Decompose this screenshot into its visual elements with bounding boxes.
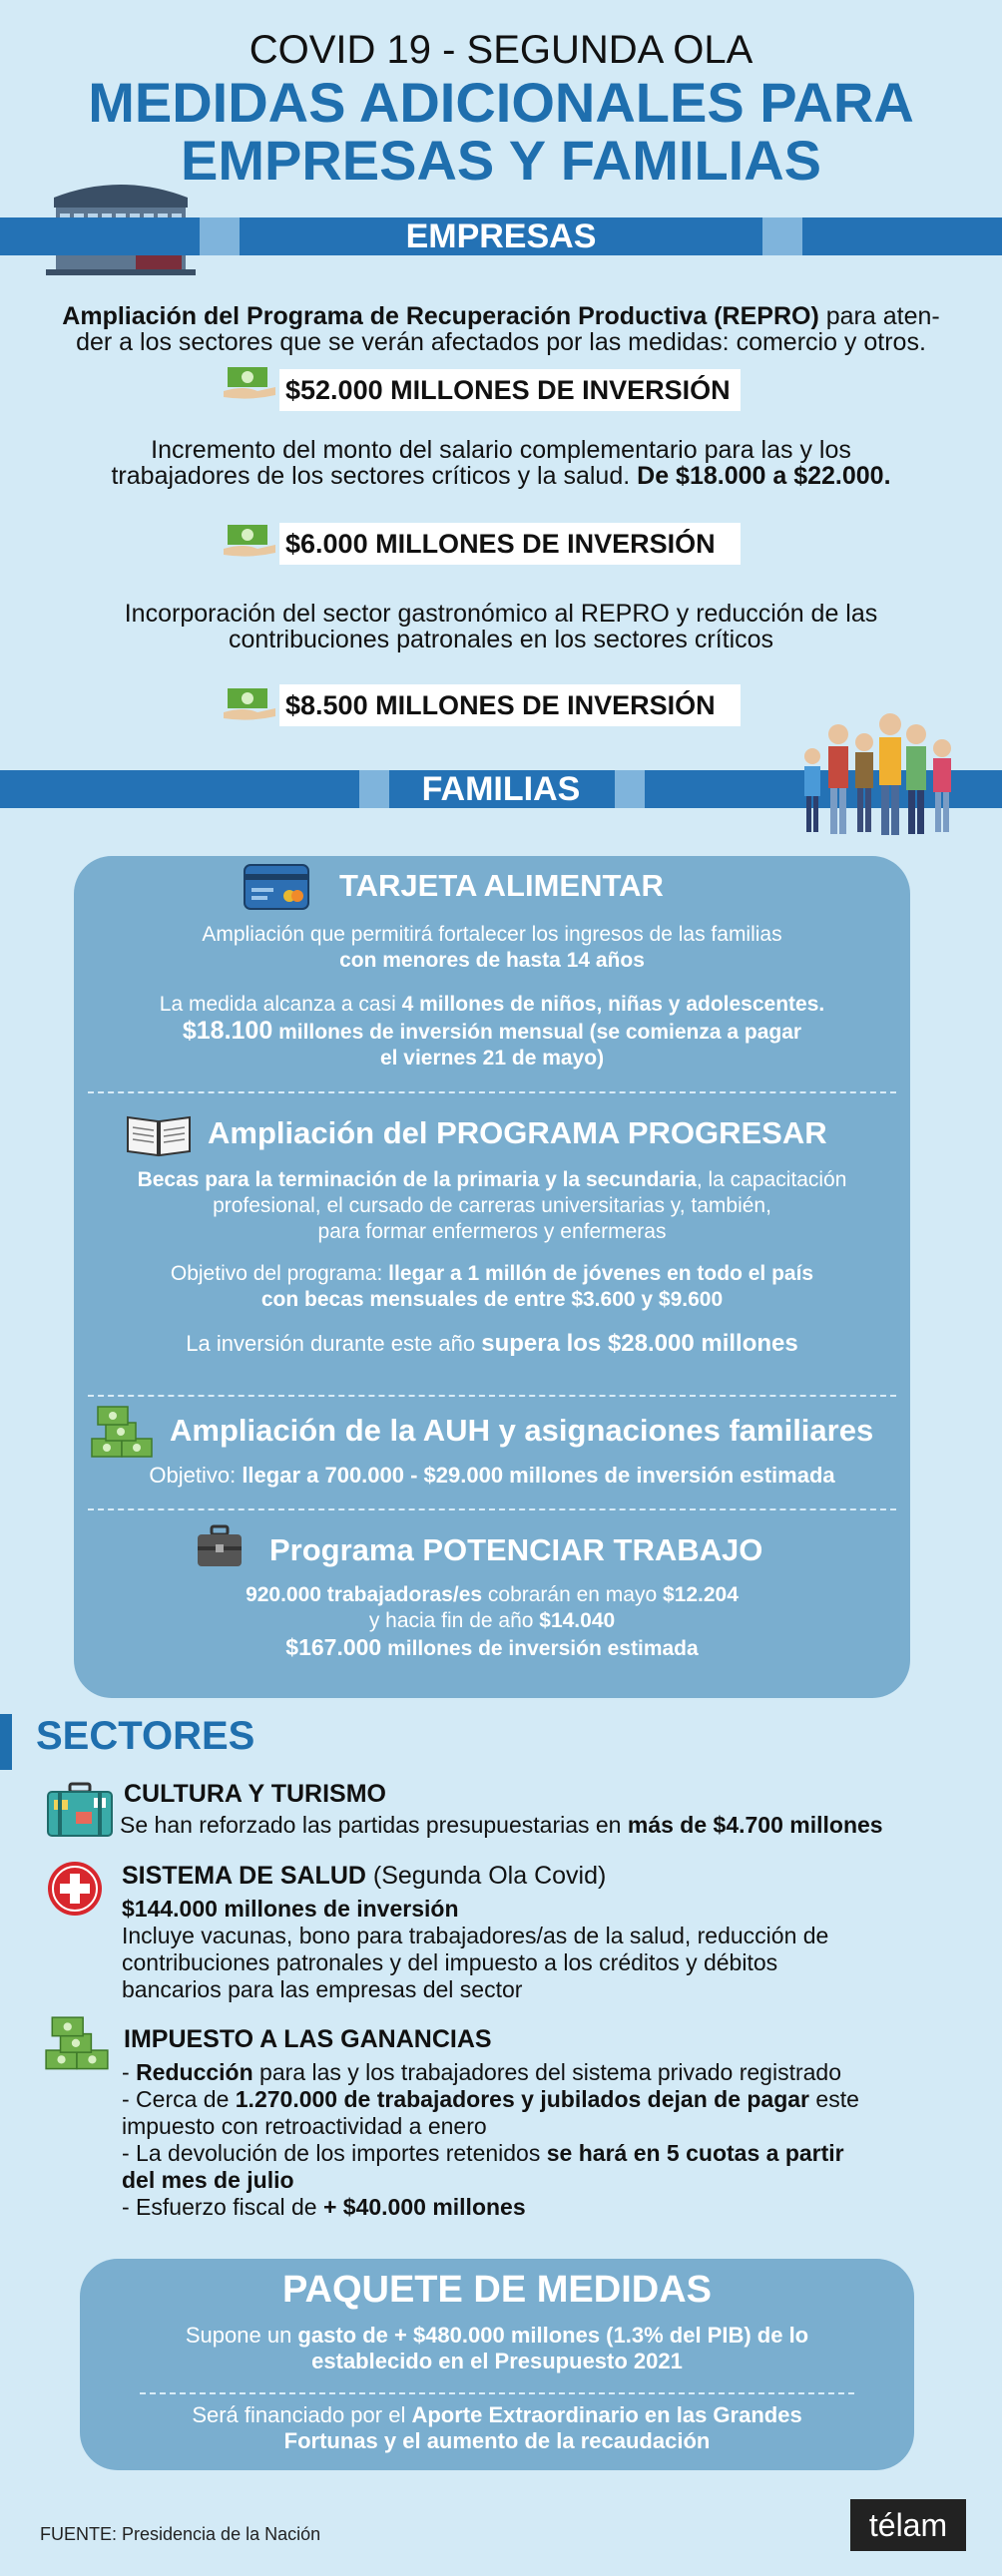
header-subtitle-line1: MEDIDAS ADICIONALES PARA (88, 71, 914, 134)
money-hand-icon (224, 365, 275, 399)
salud-title: SISTEMA DE SALUD (Segunda Ola Covid) (122, 1862, 607, 1890)
empresas-item-salario: Incremento del monto del salario complementario para las y los trabajadores de los sectores críticos y la salud. De $18.000 a $22.000. (111, 436, 891, 490)
empresas-band-label: EMPRESAS (405, 217, 597, 255)
progresar-title: Ampliación del PROGRAMA PROGRESAR (208, 1115, 827, 1150)
family-icon (798, 704, 968, 838)
ganancias-text: - Reducción para las y los trabajadores del sistema privado registrado - Cerca de 1.270.000 de trabajadores y jubilados dejan de pagar este impuesto con retroactividad a enero - La devolución de los importes retenidos se hará en 5 cuotas a partir del mes de julio - Esfuerzo fiscal de + $40.000 millones (122, 2059, 859, 2220)
potenciar-title: Programa POTENCIAR TRABAJO (269, 1532, 763, 1567)
header-title: COVID 19 - SEGUNDA OLA (249, 28, 753, 72)
paquete-text-gasto: Supone un gasto de + $480.000 millones (1.3% del PIB) de lo establecido en el Presupuesto 2021 (185, 2323, 809, 2373)
tarjeta-title: TARJETA ALIMENTAR (339, 868, 664, 903)
paquete-panel (80, 2259, 914, 2470)
empresas-item-repro: Ampliación del Programa de Recuperación Productiva (REPRO) para aten- der a los sectores que se verán afectados por las medidas: comercio y otros. (62, 302, 940, 356)
divider (88, 1508, 896, 1510)
paquete-text-financiacion: Será financiado por el Aporte Extraordinario en las Grandes Fortunas y el aumento de la recaudación (192, 2402, 802, 2453)
auh-title: Ampliación de la AUH y asignaciones familiares (170, 1413, 874, 1448)
divider (88, 1091, 896, 1093)
money-stack-icon (42, 2013, 114, 2081)
cultura-title: CULTURA Y TURISMO (124, 1780, 386, 1808)
source-note: FUENTE: Presidencia de la Nación (40, 2524, 321, 2544)
divider (88, 1395, 896, 1397)
paquete-title: PAQUETE DE MEDIDAS (281, 2269, 712, 2311)
empresas-item-gastronomia: Incorporación del sector gastronómico al REPRO y reducción de las contribuciones patronales en los sectores críticos (124, 600, 878, 653)
invest-gastronomia: $8.500 MILLONES DE INVERSIÓN (279, 684, 741, 726)
potenciar-text: 920.000 trabajadoras/es cobrarán en mayo $12.204 y hacia fin de año $14.040 $167.000 millones de inversión estimada (246, 1583, 739, 1660)
header-subtitle-line2: EMPRESAS Y FAMILIAS (180, 129, 822, 192)
health-cross-icon (46, 1860, 104, 1918)
ganancias-title: IMPUESTO A LAS GANANCIAS (124, 2025, 492, 2053)
sectores-bar (0, 1714, 12, 1770)
familias-band-label: FAMILIAS (421, 770, 581, 808)
tarjeta-text: Ampliación que permitirá fortalecer los ingresos de las familias con menores de hasta 14 años La medida alcanza a casi 4 millones de niños, niñas y adolescentes. $18.100 millones de inversión mensual (se comienza a pagar el viernes 21 de mayo) (159, 923, 825, 1070)
invest-salario: $6.000 MILLONES DE INVERSIÓN (279, 523, 741, 565)
credit-card-icon (244, 864, 309, 910)
invest-repro: $52.000 MILLONES DE INVERSIÓN (279, 369, 741, 411)
book-icon (126, 1111, 192, 1157)
salud-text: $144.000 millones de inversión Incluye vacunas, bono para trabajadores/as de la salud, reducción de contribuciones patronales y del impuesto a los créditos y débitos bancarios para las empresas del sector (122, 1896, 829, 2002)
auh-text: Objetivo: llegar a 700.000 - $29.000 millones de inversión estimada (149, 1463, 835, 1488)
money-stack-icon (88, 1403, 158, 1469)
sectores-title: SECTORES (36, 1714, 255, 1758)
progresar-text: Becas para la terminación de la primaria y la secundaria, la capacitación profesional, el cursado de carreras universitarias y, también, para formar enfermeros y enfermeras Objetivo del programa: llegar a 1 millón de jóvenes en todo el país con becas mensuales de entre $3.600 y $9.600 La inversión durante este año supera los $28.000 millones (137, 1168, 847, 1357)
empresas-band (0, 217, 1002, 255)
money-hand-icon (224, 523, 275, 557)
money-hand-icon (224, 686, 275, 720)
briefcase-icon (196, 1524, 244, 1568)
cultura-text: Se han reforzado las partidas presupuestarias en más de $4.700 millones (120, 1812, 883, 1838)
telam-logo: télam (850, 2499, 966, 2551)
divider (140, 2392, 854, 2394)
familias-panel (74, 856, 910, 1698)
suitcase-icon (46, 1782, 114, 1838)
